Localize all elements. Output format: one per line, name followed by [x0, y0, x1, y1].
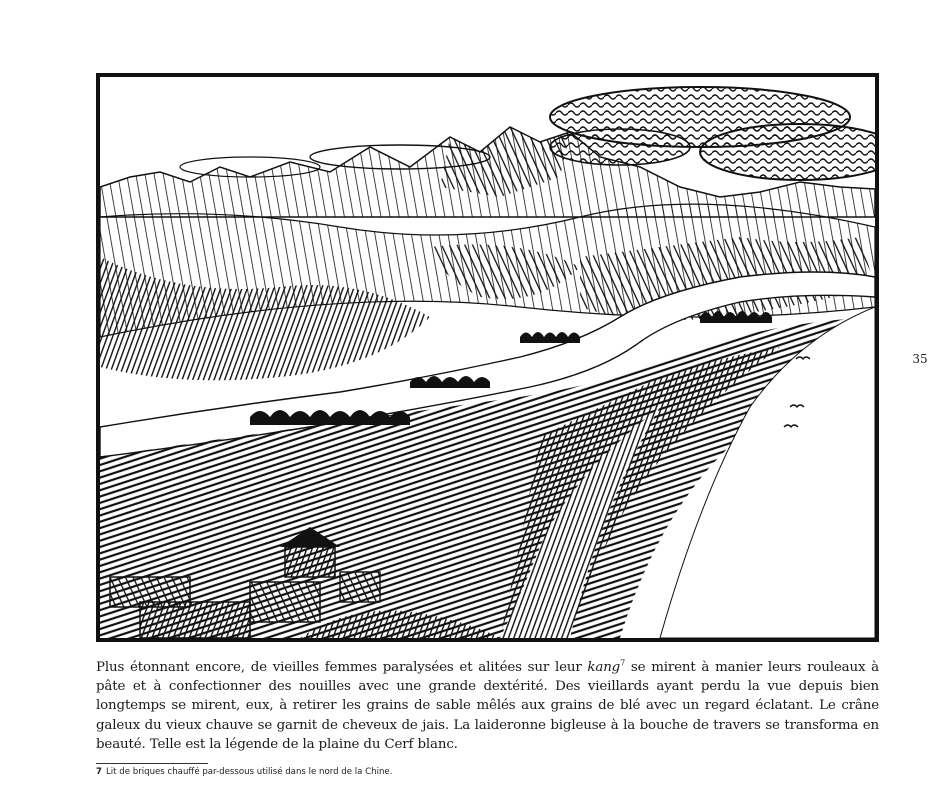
paragraph-text-after: se mirent à manier leurs rouleaux à pâte et à confectionner des nouilles avec une grande dextérité. Des vieillards ayant perdu la vue depuis bien longtemps se mirent, eux, à retirer les grains de sable mêlés aux grains de blé avec un regard éclatant. Le crâne galeux du vieux chauve se garnit de cheveux de jais. La laideronne bigleuse à la bouche de travers se transforma en beauté. Telle est la légende de la plaine du Cerf blanc. — [96, 660, 879, 752]
landscape-illustration — [96, 73, 879, 642]
paragraph-text-before: Plus étonnant encore, de vieilles femmes paralysées et alitées sur leur — [96, 660, 588, 675]
page-number: 35 — [912, 352, 928, 366]
main-paragraph — [96, 658, 879, 754]
landscape-drawing — [100, 77, 875, 638]
footnote-text: Lit de briques chauffé par-dessous utilisé dans le nord de la Chine. — [105, 767, 393, 777]
term-kang: kang — [587, 660, 621, 675]
footnote — [96, 767, 696, 777]
footnote-number: 7 — [96, 767, 102, 777]
footnote-reference[interactable]: 7 — [620, 658, 626, 668]
footnote-divider — [96, 763, 208, 764]
